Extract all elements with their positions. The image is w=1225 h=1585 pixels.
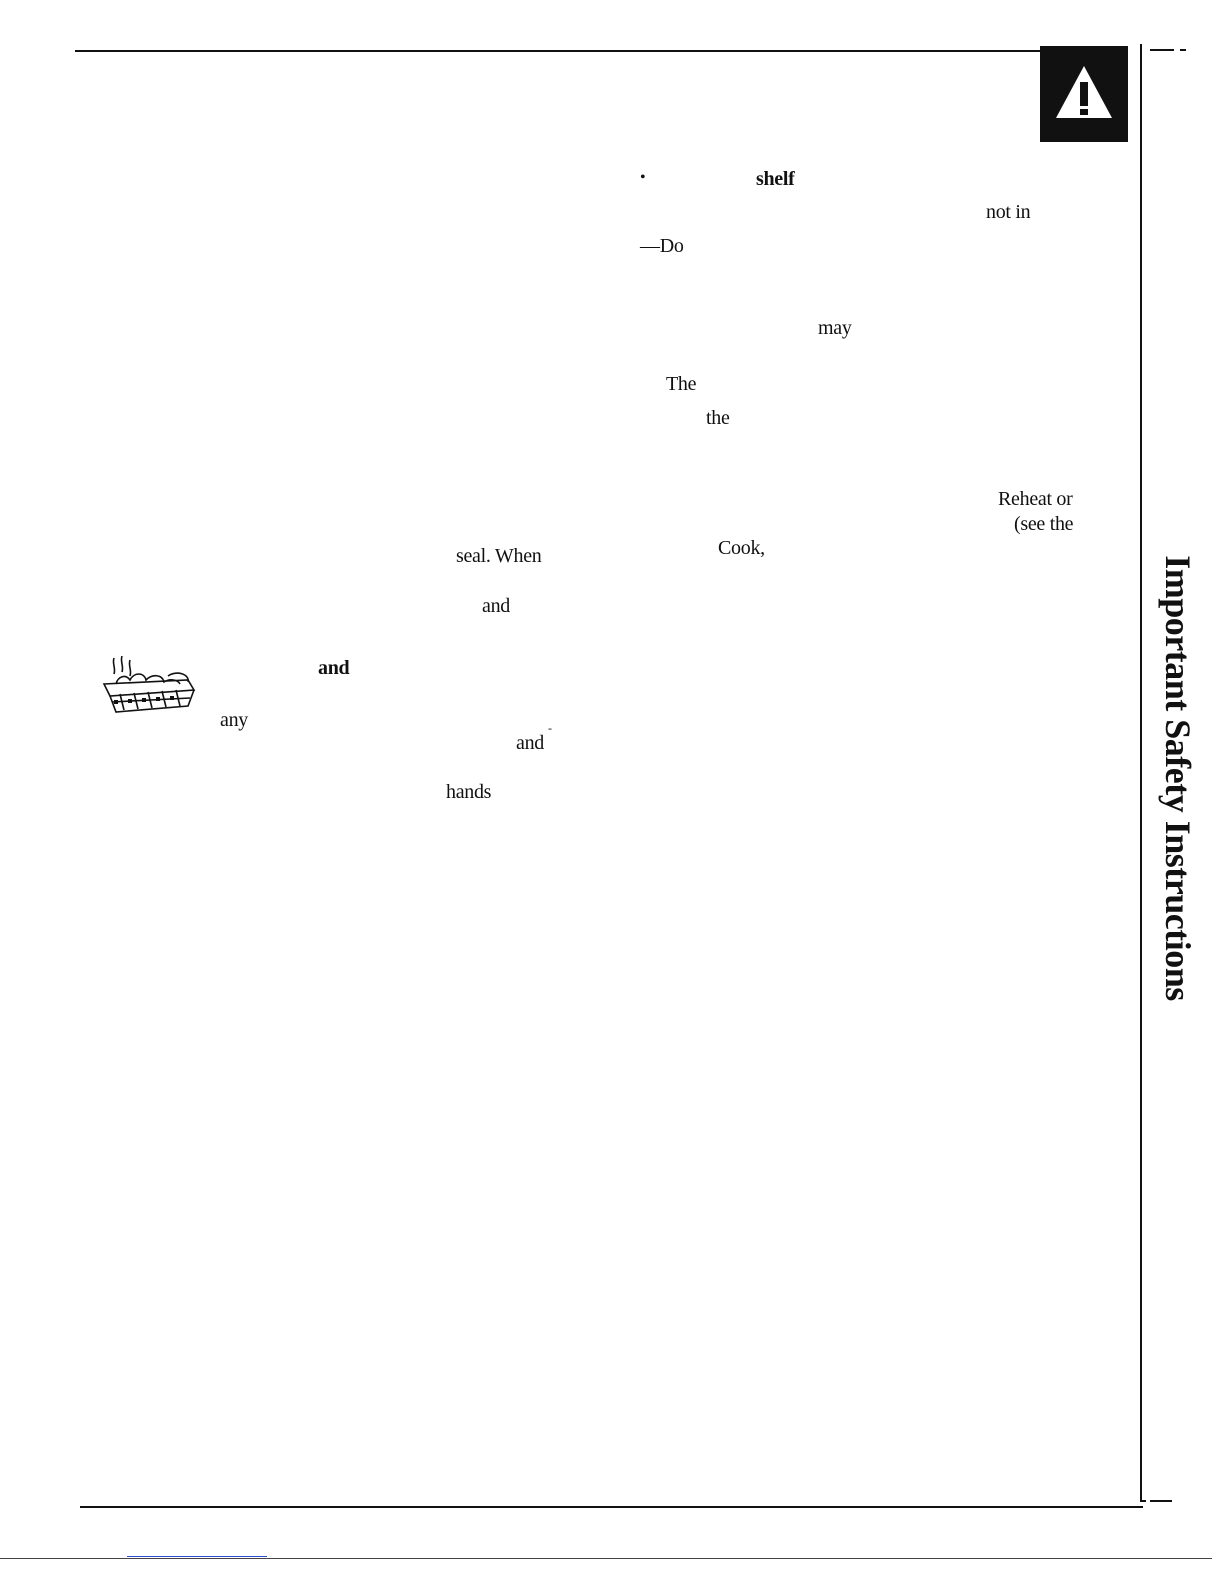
footer-link-underline [127, 1556, 267, 1557]
text-cook: Cook, [718, 537, 765, 559]
text-and: and [482, 595, 510, 617]
top-rule [75, 50, 1125, 52]
text-any: any [220, 709, 248, 731]
warning-triangle-icon [1040, 46, 1128, 142]
section-title: Important Safety Instructions [1158, 555, 1198, 1001]
food-basket-illustration [100, 656, 198, 718]
right-margin-rule [1140, 44, 1142, 1502]
bottom-rule [80, 1506, 1143, 1508]
text-the-capital: The [666, 373, 697, 395]
text-not-in: not in [986, 201, 1031, 223]
text-and-bold: and [318, 657, 350, 679]
text-and-2: and [516, 732, 544, 754]
text-the: the [706, 407, 730, 429]
text-reheat-or: Reheat or [998, 488, 1073, 510]
text-see-the: (see the [1014, 513, 1074, 535]
text-bullet: • [640, 169, 646, 186]
corner-mark-top [1150, 49, 1174, 51]
corner-mark-bottom [1150, 1500, 1172, 1502]
warning-box [1040, 46, 1128, 142]
corner-mark-bottom-left [1140, 1500, 1146, 1502]
text-do: —Do [640, 235, 684, 257]
corner-mark-top-dot [1180, 49, 1186, 51]
text-seal-when: seal. When [456, 545, 542, 567]
footer-rule [0, 1558, 1212, 1559]
text-dash-mark: - [548, 721, 552, 735]
text-shelf: shelf [756, 168, 795, 190]
text-hands: hands [446, 781, 492, 803]
text-may: may [818, 317, 852, 339]
